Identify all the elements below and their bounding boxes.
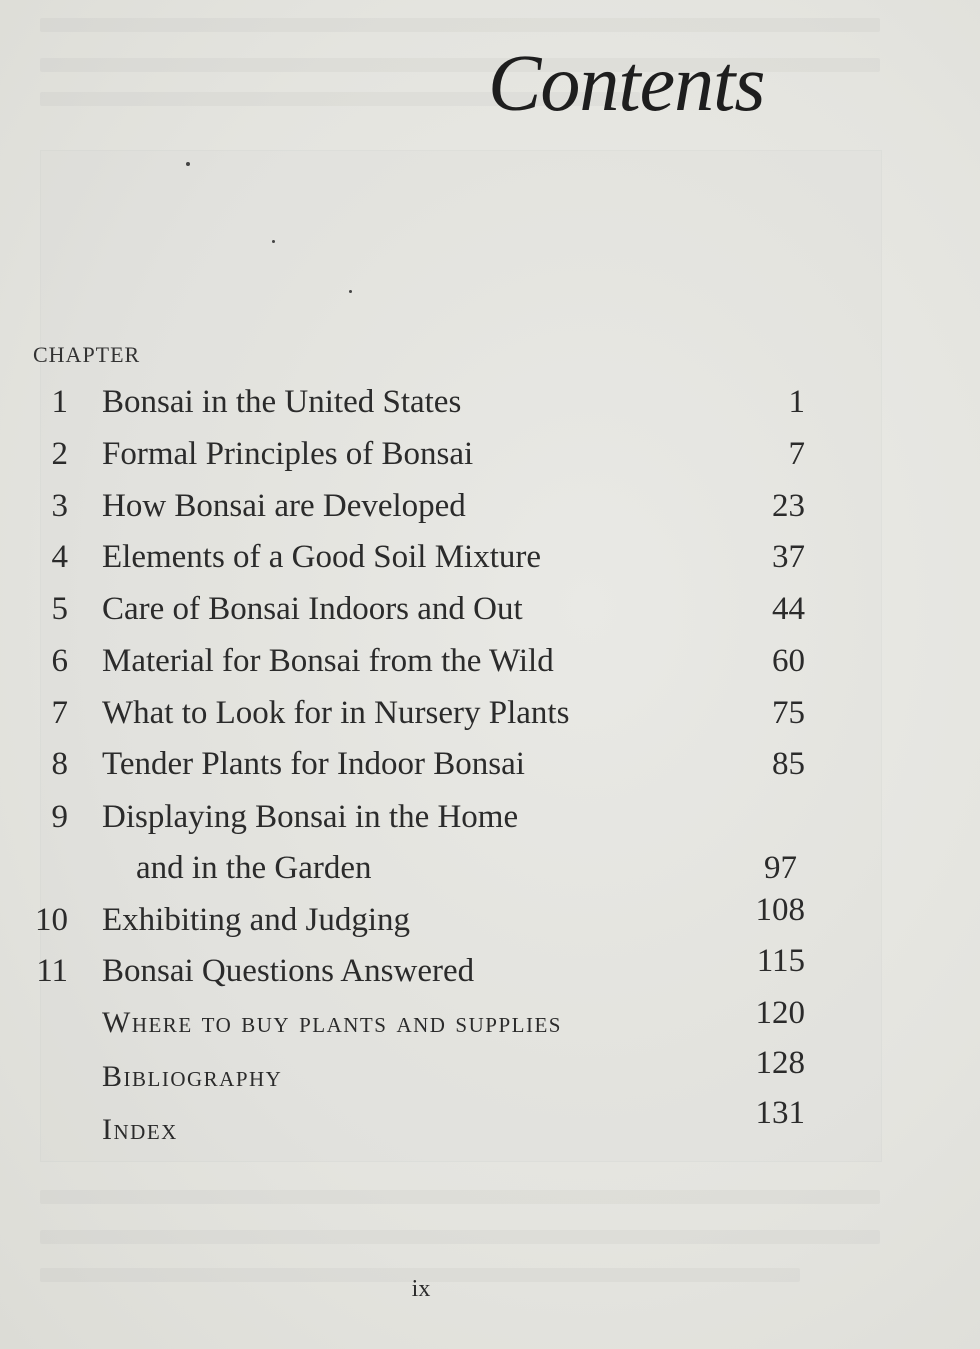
chapter-title: Formal Principles of Bonsai — [102, 436, 474, 472]
toc-entry[interactable] — [0, 384, 980, 434]
toc-entry[interactable] — [0, 643, 980, 693]
chapter-number: 9 — [51, 799, 68, 835]
chapter-number: 3 — [51, 488, 68, 524]
chapter-title: Material for Bonsai from the Wild — [102, 643, 554, 679]
chapter-number: 5 — [51, 591, 68, 627]
chapter-number: 1 — [51, 384, 68, 420]
chapter-title: Bonsai Questions Answered — [102, 953, 475, 989]
chapter-title-continued: and in the Garden — [136, 850, 372, 886]
chapter-title: Tender Plants for Indoor Bonsai — [102, 746, 525, 782]
page-number: 37 — [772, 539, 805, 575]
page-number: 128 — [755, 1045, 805, 1081]
chapter-number: 7 — [51, 695, 68, 731]
toc-entry-back-matter[interactable] — [0, 1095, 980, 1163]
toc-entry[interactable] — [0, 539, 980, 589]
toc-entry[interactable] — [0, 892, 980, 952]
chapter-title: Care of Bonsai Indoors and Out — [102, 591, 523, 627]
page-number: 85 — [772, 746, 805, 782]
page-number: 75 — [772, 695, 805, 731]
back-matter-title: Index — [102, 1113, 178, 1146]
chapter-title: Bonsai in the United States — [102, 384, 462, 420]
toc-entry-back-matter[interactable] — [0, 995, 980, 1056]
chapter-number: 10 — [35, 902, 68, 938]
chapter-number: 2 — [51, 436, 68, 472]
page-number: 97 — [764, 850, 797, 886]
chapter-column-heading: CHAPTER — [33, 342, 141, 367]
page-number: 44 — [772, 591, 805, 627]
page-number: 108 — [755, 892, 805, 928]
chapter-title: Elements of a Good Soil Mixture — [102, 539, 542, 575]
toc-entry[interactable] — [0, 488, 980, 538]
ink-speck — [272, 240, 275, 243]
page-number: 60 — [772, 643, 805, 679]
chapter-title: Displaying Bonsai in the Home — [102, 799, 519, 835]
bleed-through-line — [40, 1230, 880, 1244]
toc-entry[interactable] — [0, 591, 980, 641]
page-number: 1 — [788, 384, 805, 420]
chapter-number: 4 — [51, 539, 68, 575]
chapter-title: How Bonsai are Developed — [102, 488, 466, 524]
toc-entry[interactable] — [0, 943, 980, 1003]
ink-speck — [186, 162, 190, 166]
toc-entry[interactable] — [0, 799, 980, 849]
chapter-number: 8 — [51, 746, 68, 782]
page-title: Contents — [488, 40, 765, 128]
back-matter-title: Where to buy plants and supplies — [102, 1006, 562, 1039]
toc-entry[interactable] — [0, 695, 980, 745]
page-folio: ix — [411, 1276, 431, 1302]
page-number: 120 — [755, 995, 805, 1031]
ink-speck — [349, 290, 352, 293]
chapter-title: What to Look for in Nursery Plants — [102, 695, 570, 731]
bleed-through-line — [40, 18, 880, 32]
page-number: 115 — [756, 943, 805, 979]
toc-entry[interactable] — [0, 746, 980, 796]
toc-entry-back-matter[interactable] — [0, 1045, 980, 1110]
toc-entry-continuation[interactable] — [0, 850, 980, 900]
page-number: 131 — [755, 1095, 805, 1131]
toc-entry[interactable] — [0, 436, 980, 486]
chapter-title: Exhibiting and Judging — [102, 902, 410, 938]
page-number: 7 — [788, 436, 805, 472]
chapter-number: 6 — [51, 643, 68, 679]
chapter-number: 11 — [36, 953, 68, 989]
page-number: 23 — [772, 488, 805, 524]
back-matter-title: Bibliography — [102, 1060, 283, 1093]
bleed-through-line — [40, 1190, 880, 1204]
